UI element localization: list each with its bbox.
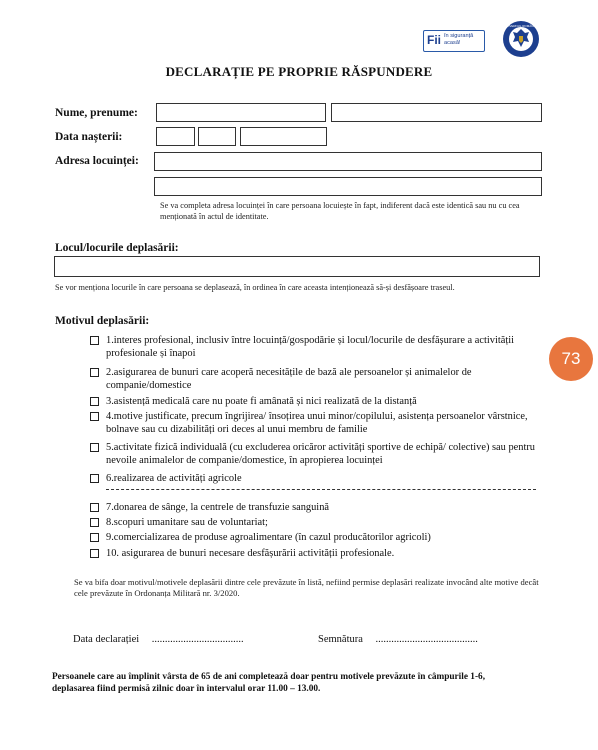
reason-option-10[interactable] <box>106 547 536 560</box>
reason-option-2[interactable] <box>106 366 536 392</box>
reason-option-4[interactable] <box>106 410 536 436</box>
reason-option-6[interactable] <box>106 472 536 485</box>
birth-month-field[interactable] <box>198 127 236 146</box>
checkbox[interactable] <box>90 336 99 345</box>
places-note: Se vor menționa locurile în care persoana se deplasează, în ordinea în care aceasta intenționează să-și desfășoare traseul. <box>55 283 455 292</box>
checkbox[interactable] <box>90 503 99 512</box>
reason-option-text: 10. asigurarea de bunuri necesare desfășurării activității profesionale. <box>106 548 395 559</box>
places-field[interactable] <box>54 256 540 277</box>
reason-option-text: 1.interes profesional, inclusiv între locuință/gospodărie și locul/locurile de desfășurare a activității profesionale și înapoi <box>106 335 514 359</box>
declaration-date-dots: ................................... <box>151 634 244 645</box>
birth-date-label: Data nașterii: <box>55 131 123 143</box>
page-title: DECLARAȚIE PE PROPRIE RĂSPUNDERE <box>165 64 433 79</box>
name-label: Nume, prenume: <box>55 107 138 119</box>
reason-option-text: 2.asigurarea de bunuri care acoperă necesitățile de bază ale persoanelor și animalelor de companie/domestice <box>106 367 472 391</box>
checkbox[interactable] <box>90 549 99 558</box>
reason-option-text: 5.activitate fizică individuală (cu excluderea oricăror activități sportive de echipă/ colective) sau pentru nevoile animalelor de companie/domestice, în apropierea locuinței <box>106 442 535 466</box>
reason-option-text: 3.asistență medicală care nu poate fi amânată și nici realizată de la distanță <box>106 396 417 407</box>
places-label: Locul/locurile deplasării: <box>55 242 179 254</box>
first-name-field[interactable] <box>156 103 326 122</box>
page-number-badge: 73 <box>549 337 593 381</box>
checkbox[interactable] <box>90 518 99 527</box>
signature <box>318 634 478 645</box>
signature-dots: ....................................... <box>375 634 478 645</box>
reason-option-9[interactable] <box>106 531 536 544</box>
reason-label: Motivul deplasării: <box>55 315 150 327</box>
signature-label: Semnătura <box>318 634 363 645</box>
fii-logo-tagline: în siguranță acasă! <box>444 33 474 46</box>
reason-option-text: 6.realizarea de activități agricole <box>106 473 242 484</box>
reason-option-5[interactable] <box>106 441 536 467</box>
reason-option-1[interactable] <box>106 334 536 360</box>
birth-day-field[interactable] <box>156 127 195 146</box>
declaration-date <box>73 634 244 645</box>
options-divider <box>106 489 536 490</box>
checkbox[interactable] <box>90 533 99 542</box>
reason-option-3[interactable] <box>106 395 536 408</box>
address-note: Se va completa adresa locuinței în care persoana locuiește în fapt, indiferent dacă este identică sau nu cu cea menționată în actul de identitate. <box>160 201 520 221</box>
reason-option-text: 4.motive justificate, precum îngrijirea/ însoțirea unui minor/copilului, asistența persoanelor vârstnice, bolnave sau cu dizabilități ori deces al unui membru de familie <box>106 411 528 435</box>
age-notice: Persoanele care au împlinit vârsta de 65 de ani completează doar pentru motivele prevăzute în câmpurile 1-6, deplasarea fiind permisă zilnic doar în intervalul orar 11.00 – 13.00. <box>52 672 486 694</box>
checkbox[interactable] <box>90 397 99 406</box>
government-crest-logo <box>502 20 540 58</box>
reason-option-text: 8.scopuri umanitare sau de voluntariat; <box>106 517 268 528</box>
fii-logo-text: Fii <box>427 33 441 47</box>
address-field-line-1[interactable] <box>154 152 542 171</box>
last-name-field[interactable] <box>331 103 542 122</box>
reason-option-7[interactable] <box>106 501 536 514</box>
birth-year-field[interactable] <box>240 127 327 146</box>
address-field-line-2[interactable] <box>154 177 542 196</box>
fii-in-siguranta-logo <box>423 30 485 52</box>
reason-option-8[interactable] <box>106 516 536 529</box>
reason-option-text: 9.comercializarea de produse agroalimentare (în cazul producătorilor agricoli) <box>106 532 431 543</box>
checkbox[interactable] <box>90 474 99 483</box>
address-label: Adresa locuinței: <box>55 155 139 167</box>
reason-note: Se va bifa doar motivul/motivele deplasării dintre cele prevăzute în listă, nefiind permise deplasări realizate invocând alte motive decât cele prevăzute în Ordonanța Militară nr. 3/2020. <box>74 577 539 598</box>
reason-option-text: 7.donarea de sânge, la centrele de transfuzie sanguină <box>106 502 330 513</box>
svg-text:GUVERNUL ROMÂNIEI: GUVERNUL ROMÂNIEI <box>504 24 538 28</box>
declaration-date-label: Data declarației <box>73 634 140 645</box>
checkbox[interactable] <box>90 443 99 452</box>
checkbox[interactable] <box>90 368 99 377</box>
checkbox[interactable] <box>90 412 99 421</box>
